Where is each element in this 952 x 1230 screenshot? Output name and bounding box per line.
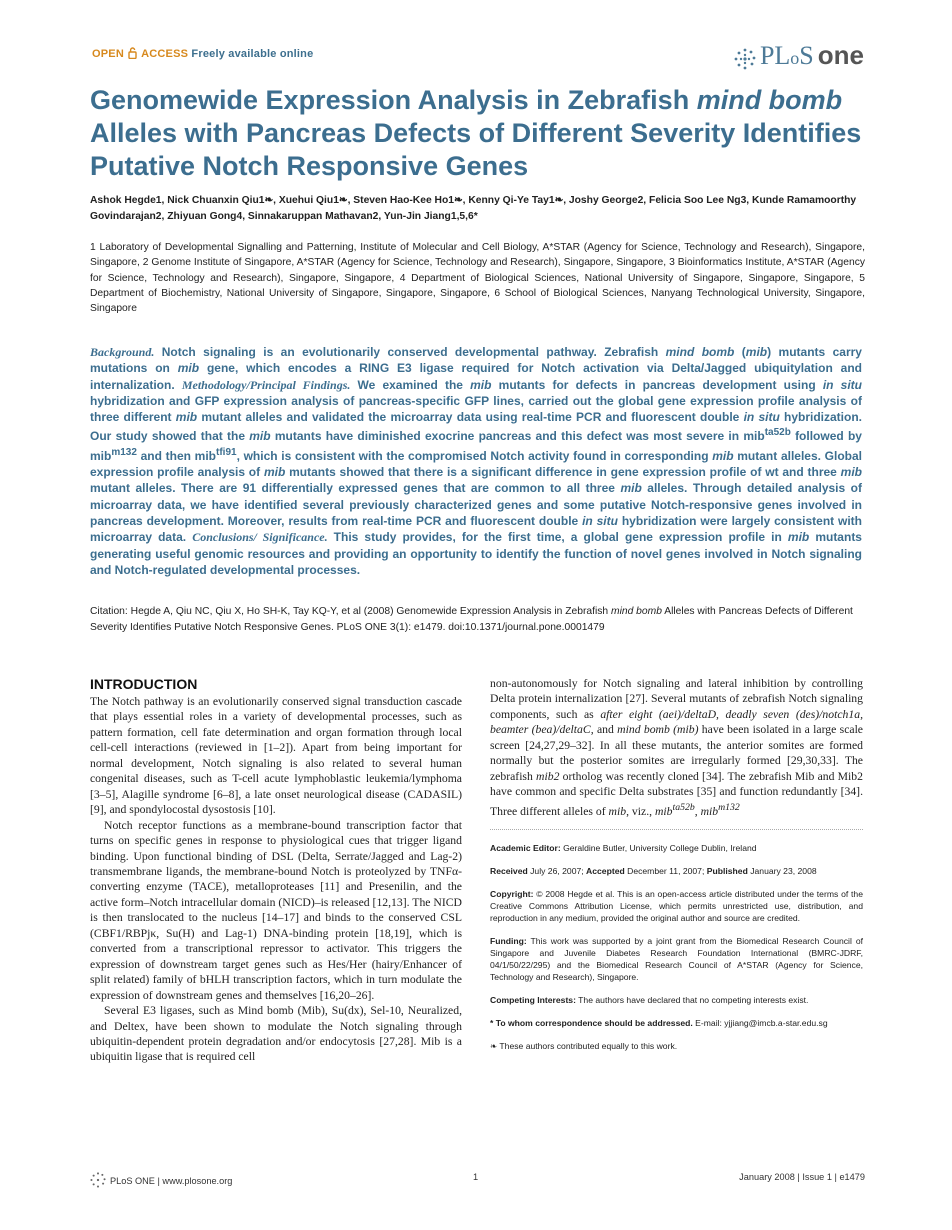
correspondence-email[interactable]: E-mail: yjjiang@imcb.a-star.edu.sg <box>692 1017 828 1028</box>
journal-header <box>92 40 864 80</box>
equal-contribution-note: ❧ These authors contributed equally to this work. <box>490 1040 678 1051</box>
page-number: 1 <box>473 1172 479 1182</box>
page-footer <box>90 1170 865 1188</box>
open-access-label: OPEN <box>92 48 124 60</box>
dates: Received July 26, 2007; Accepted December 11, 2007; Published January 23, 2008 <box>490 865 817 876</box>
logo-plos-text: PLoS <box>759 41 814 70</box>
footer-journal <box>90 1172 232 1188</box>
freely-available-label: Freely available online <box>191 48 314 60</box>
citation: Citation: Hegde A, Qiu NC, Qiu X, Ho SH-K, Tay KQ-Y, et al (2008) Genomewide Expression Analysis in Zebrafish mind bomb Alleles with Pancreas Defects of Different Severity Identifies Putative Notch Responsive Genes. PLoS ONE 3(1): e1479. doi:10.1371/journal.pone.0001479 <box>90 606 853 633</box>
open-access-badge <box>92 47 313 60</box>
affiliations: 1 Laboratory of Developmental Signalling and Patterning, Institute of Molecular and Cell Biology, A*STAR (Agency for Science, Technology and Research), Singapore, Singapore, 2 Genome Institute of Singapore, A*STAR (Agency for Science, Technology and Research), Singapore, Singapore, 3 Bioinformatics Institute, A*STAR (Agency for Science, Technology and Research), Singapore, Singapore, 4 Department of Biological Sciences, National University of Singapore, Singapore, Singapore, 5 Department of Biochemistry, National University of Singapore, Singapore, Singapore, 6 School of Biological Sciences, Nanyang Technological University, Singapore, Singapore <box>90 242 865 315</box>
academic-editor: Academic Editor: Geraldine Butler, University College Dublin, Ireland <box>490 842 757 853</box>
plos-one-logo <box>734 40 864 71</box>
author-list: Ashok Hegde1, Nick Chuanxin Qiu1❧, Xuehui Qiu1❧, Steven Hao-Kee Ho1❧, Kenny Qi-Ye Tay1❧, Joshy George2, Felicia Soo Lee Ng3, Kunde Ramamoorthy Govindarajan2, Zhiyuan Gong4, Sinnakaruppan Mathavan2, Yun-Jin Jiang1,5,6* <box>90 195 857 222</box>
abstract: Background. Notch signaling is an evolutionarily conserved developmental pathway. Zebrafish mind bomb (mib) mutants carry mutations on mib gene, which encodes a RING E3 ligase required for Notch activation via Delta/Jagged ubiquitylation and internalization. Methodology/Principal Findings. We examined the mib mutants for defects in pancreas development using in situ hybridization and GFP expression analysis of pancreas-specific GFP lines, carried out the global gene expression profile analysis of three different mib mutant alleles and validated the microarray data using real-time PCR and fluorescent double in situ hybridization. Our study showed that the mib mutants have diminished exocrine pancreas and this defect was most severe in mib$^{ta52b}$ followed by mib$^{m132}$ and then mib$^{tfi91}$, which is consistent with the compromised Notch activity found in corresponding mib mutant alleles. Global expression profile analysis of mib mutants showed that there is a significant difference in gene expression profile of wt and three mib mutant alleles. There are 91 differentially expressed genes that are common to all three mib alleles. Through detailed analysis of microarray data, we have identified several previously characterized genes and some putative Notch-responsive genes involved in pancreas development. Moreover, results from real-time PCR and fluorescent double in situ hybridization were largely consistent with microarray data. Conclusions/ Significance. This study provides, for the first time, a global gene expression profile in mib mutants generating useful genomic resources and providing an opportunity to identify the function of novel genes involved in Notch signaling and Notch-regulated developmental processes. <box>90 345 863 577</box>
copyright: Copyright: © 2008 Hegde et al. This is an open-access article distributed under the terms of the Creative Commons Attribution License, which permits unrestricted use, distribution, and reproduction in any medium, provided the original author and source are credited. <box>490 888 863 923</box>
footer-journal-text: PLoS ONE | www.plosone.org <box>110 1176 233 1186</box>
open-lock-icon <box>128 47 137 59</box>
logo-one-text: one <box>817 40 864 70</box>
access-label: ACCESS <box>141 48 189 60</box>
funding: Funding: This work was supported by a joint grant from the Biomedical Research Council of Singapore and Juvenile Diabetes Research Foundation International (BMRC-JDRF, 04/1/50/22/295) and the Biomedical Research Council of A*STAR (Agency for Science, Technology and Research), Singapore. <box>490 935 863 982</box>
plos-dots-icon <box>90 1172 106 1188</box>
intro-paragraph-2: Notch receptor functions as a membrane-bound transcription factor that turns on specific genes in response to physiological cues that trigger ligand binding. Upon functional binding of DSL (Delta, Serrate/Jagged and Lag-2) transmembrane ligands, the membrane-bound Notch is proteolyzed by TNFα-converting enzyme (TACE), metalloproteases [11] and Presenilin, and the active form–Notch intracellular domain (NICD)–is released [12,13]. The NICD is then translocated to the nucleus [14–17] and binds to the conserved CSL (CBF1/RBPjκ, Su(H) and Lag-1) DNA-binding protein [18,19], which is converted from a transcriptional repressor to activator. This triggers the expression of downstream target genes such as Hes/Her (hairy/Enhancer of split related) family of bHLH transcription factors, which in turn modulate the expression of downstream genes and themselves [16,20–26]. <box>90 818 462 1002</box>
intro-paragraph-1: The Notch pathway is an evolutionarily conserved signal transduction cascade that plays essential roles in a variety of developmental processes, such as pattern formation, cell fate determination and organ formation through local cell-cell interactions (reviewed in [1–2]). Apart from being important for normal development, Notch signaling is also related to several human congenital diseases, such as T-cell acute lymphoblastic leukemia/lymphoma [3–5], Alagille syndrome [6–8], a late onset neurological disease (CADASIL) [9], and spondylocostal dysostosis [10]. <box>90 695 462 817</box>
left-column <box>90 676 462 1065</box>
article-title: Genomewide Expression Analysis in Zebrafish mind bomb Alleles with Pancreas Defects of Different Severity Identifies Putative Notch Responsive Genes <box>90 85 862 181</box>
intro-paragraph-3: Several E3 ligases, such as Mind bomb (Mib), Su(dx), Sel-10, Neuralized, and Deltex, have been shown to modulate the Notch signaling through ubiquitin-dependent protein degradation and/or endocytosis [27,28]. Mib is a ubiquitin ligase that is required cell <box>90 1004 462 1064</box>
footer-issue: January 2008 | Issue 1 | e1479 <box>739 1172 865 1182</box>
intro-paragraph-3-continued: non-autonomously for Notch signaling and lateral inhibition by controlling Delta protein internalization [27]. Several mutants of zebrafish Notch signaling components, such as after eight (aei)/deltaD, deadly seven (des)/notch1a, beamter (bea)/deltaC, and mind bomb (mib) have been isolated in a large scale screen [24,27,29–32]. In all these mutants, the anterior somites are formed normally but the posterior somites are irregularly formed [29,30,33]. The zebrafish mib2 ortholog was recently cloned [34]. The zebrafish Mib and Mib2 have common and specific Delta substrates [35] and function redundantly [34]. Three different alleles of mib, viz., mib$^{ta52b}$, mib$^{m132}$ <box>490 677 864 818</box>
plos-dots-icon <box>734 48 756 70</box>
competing-interests: Competing Interests: The authors have declared that no competing interests exist. <box>490 994 809 1005</box>
introduction-heading: INTRODUCTION <box>90 676 198 692</box>
divider <box>490 829 863 830</box>
right-column <box>490 676 863 1063</box>
correspondence: * To whom correspondence should be addressed. E-mail: yjjiang@imcb.a-star.edu.sg <box>490 1017 828 1028</box>
